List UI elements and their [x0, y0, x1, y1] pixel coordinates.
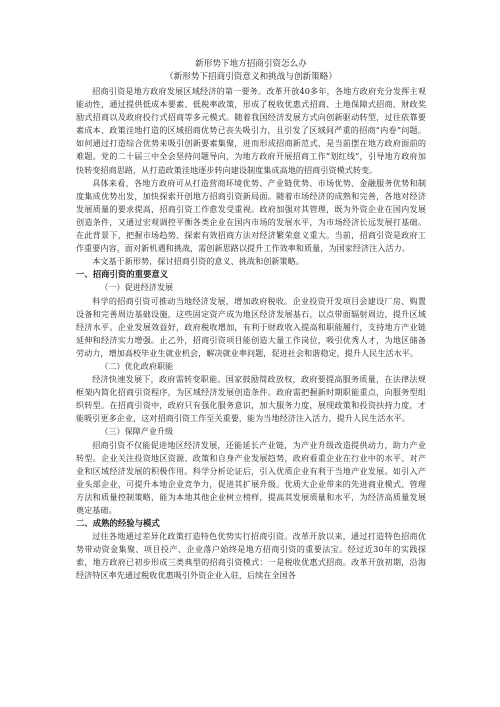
document-subtitle: （新形势下招商引资意义和挑战与创新策略） [165, 72, 337, 82]
subsection-heading-1-3: （三）保障产业升级 [100, 426, 174, 437]
section-heading-1: 一、招商引资的重要意义 [76, 269, 169, 280]
subsection-heading-1-1: （一）促进经济发展 [100, 282, 174, 293]
document-title: 新形势下地方招商引资怎么办 [195, 59, 307, 69]
intro-paragraph-2: 具体来看，各地方政府可从打造营商环境优势、产业链优势、市场优势、金融服务优势和制度集成优势出发，加快探索开创地方招商引资新局面。随着市场经济的成熟和完善，各地对经济发展质量的要求提高，招商引资工作愈发受重视。政府加强对其管理，既为外资企业在国内发展创造条件，又通过宏观调控平衡各类企业在国内市场的发展水平，为市场经济长远发展打基础。在此背景下，把握市场趋势、探索有效招商方法对经济繁荣意义重大。当前，招商引资是政府工作重要内容，面对新机遇和挑战，需创新思路以提升工作效率和质量，为国家经济注入活力。 [76, 177, 426, 254]
subsection-paragraph-1-1: 科学的招商引资可推动当地经济发展，增加政府税收。企业投资开发项目会建设厂房、购置设备和完善周边基础设施，这些固定资产成为地区经济发展基石，以点带面辐射周边，提升区域经济水平。企业发展效益好，政府税收增加，有利于财政收入提高和职能履行，支持地方产业链延伸和经济实力增强。止乙外，招商引资项目能创造大量工作岗位，吸引优秀人才，为地区储备劳动力，增加高校毕业生就业机会，解决就业率问题，促进社会和谐稳定，提升人民生活水平。 [76, 295, 426, 358]
subsection-heading-1-2: （二）优化政府职能 [100, 360, 174, 371]
section-paragraph-2: 过往各地通过差异化政策打造特色优势实行招商引资。改革开放以来，通过打造特色招商优势带动资金集聚、项目投产、企业落户始终是地方招商引资的重要法宝。经过近30年的实践探索，地方政府已初步形成三类典型的招商引资模式：一是税收优惠式招商。改革开放初期，沿海经济特区率先通过税收优惠吸引外资企业入驻，后续在全国各 [76, 531, 426, 581]
intro-paragraph-3: 本文基于新形势，探讨招商引资的意义、挑战和创新策略。 [92, 256, 304, 267]
section-heading-2: 二、成熟的经验与模式 [76, 518, 160, 529]
intro-paragraph-1: 招商引资是地方政府发展区域经济的第一要务。改革开放40多年，各地方政府充分发挥主观能动性，通过提供低成本要素、低税率政策，形成了税收优惠式招商、土地保障式招商、财政奖励式招商以及政府投行式招商等多元模式。随着我国经济发展方式向创新驱动转型，过往依靠要素成本、政策洼地打造的区域招商优势已丧失吸引力，且引发了区域间严重的招商“内卷”问题。如何通过打造综合优势来吸引创新要素集聚，进而形成招商新范式，是当前摆在地方政府面前的难题。党的二十届三中全会坚持问题导向，为地方政府开展招商工作“划红线”，引导地方政府加快转变招商思路，从打造政策洼地逐步转向建设制度集成高地的招商引资模式转变。 [76, 86, 426, 175]
subsection-paragraph-1-2: 经济快速发展下，政府需转变职能。国家鼓励简政放权，政府要提高服务质量，在法律法规框架内简化招商引资程序，为区域经济发展创造条件。政府需把握新时期职能重点，向服务型组织转型。在招商引资中，政府只有强化服务意识，加大服务力度，展现政策和投资扶持力度，才能吸引更多企业，这对招商引资工作至关重要，能为当地经济注入活力，提升人民生活水平。 [76, 374, 426, 424]
subsection-paragraph-1-3: 招商引资不仅能促进地区经济发展，还能延长产业链，为产业升级改造提供动力，助力产业转型。企业关注投资地区资源、政策和自身产业发展趋势，政府看重企业在行业中的水平、对产业和区域经济发展的积极作用。科学分析论证后，引入优质企业有利于当地产业发展。如引入产业头部企业，可提升本地企业竞争力，促进其扩展升级。优质大企业带来的先进商业模式、管理方法和质量控制策略，能为本地其他企业树立榜样，提高其发展质量和水平，为经济高质量发展奠定基础。 [76, 439, 426, 515]
